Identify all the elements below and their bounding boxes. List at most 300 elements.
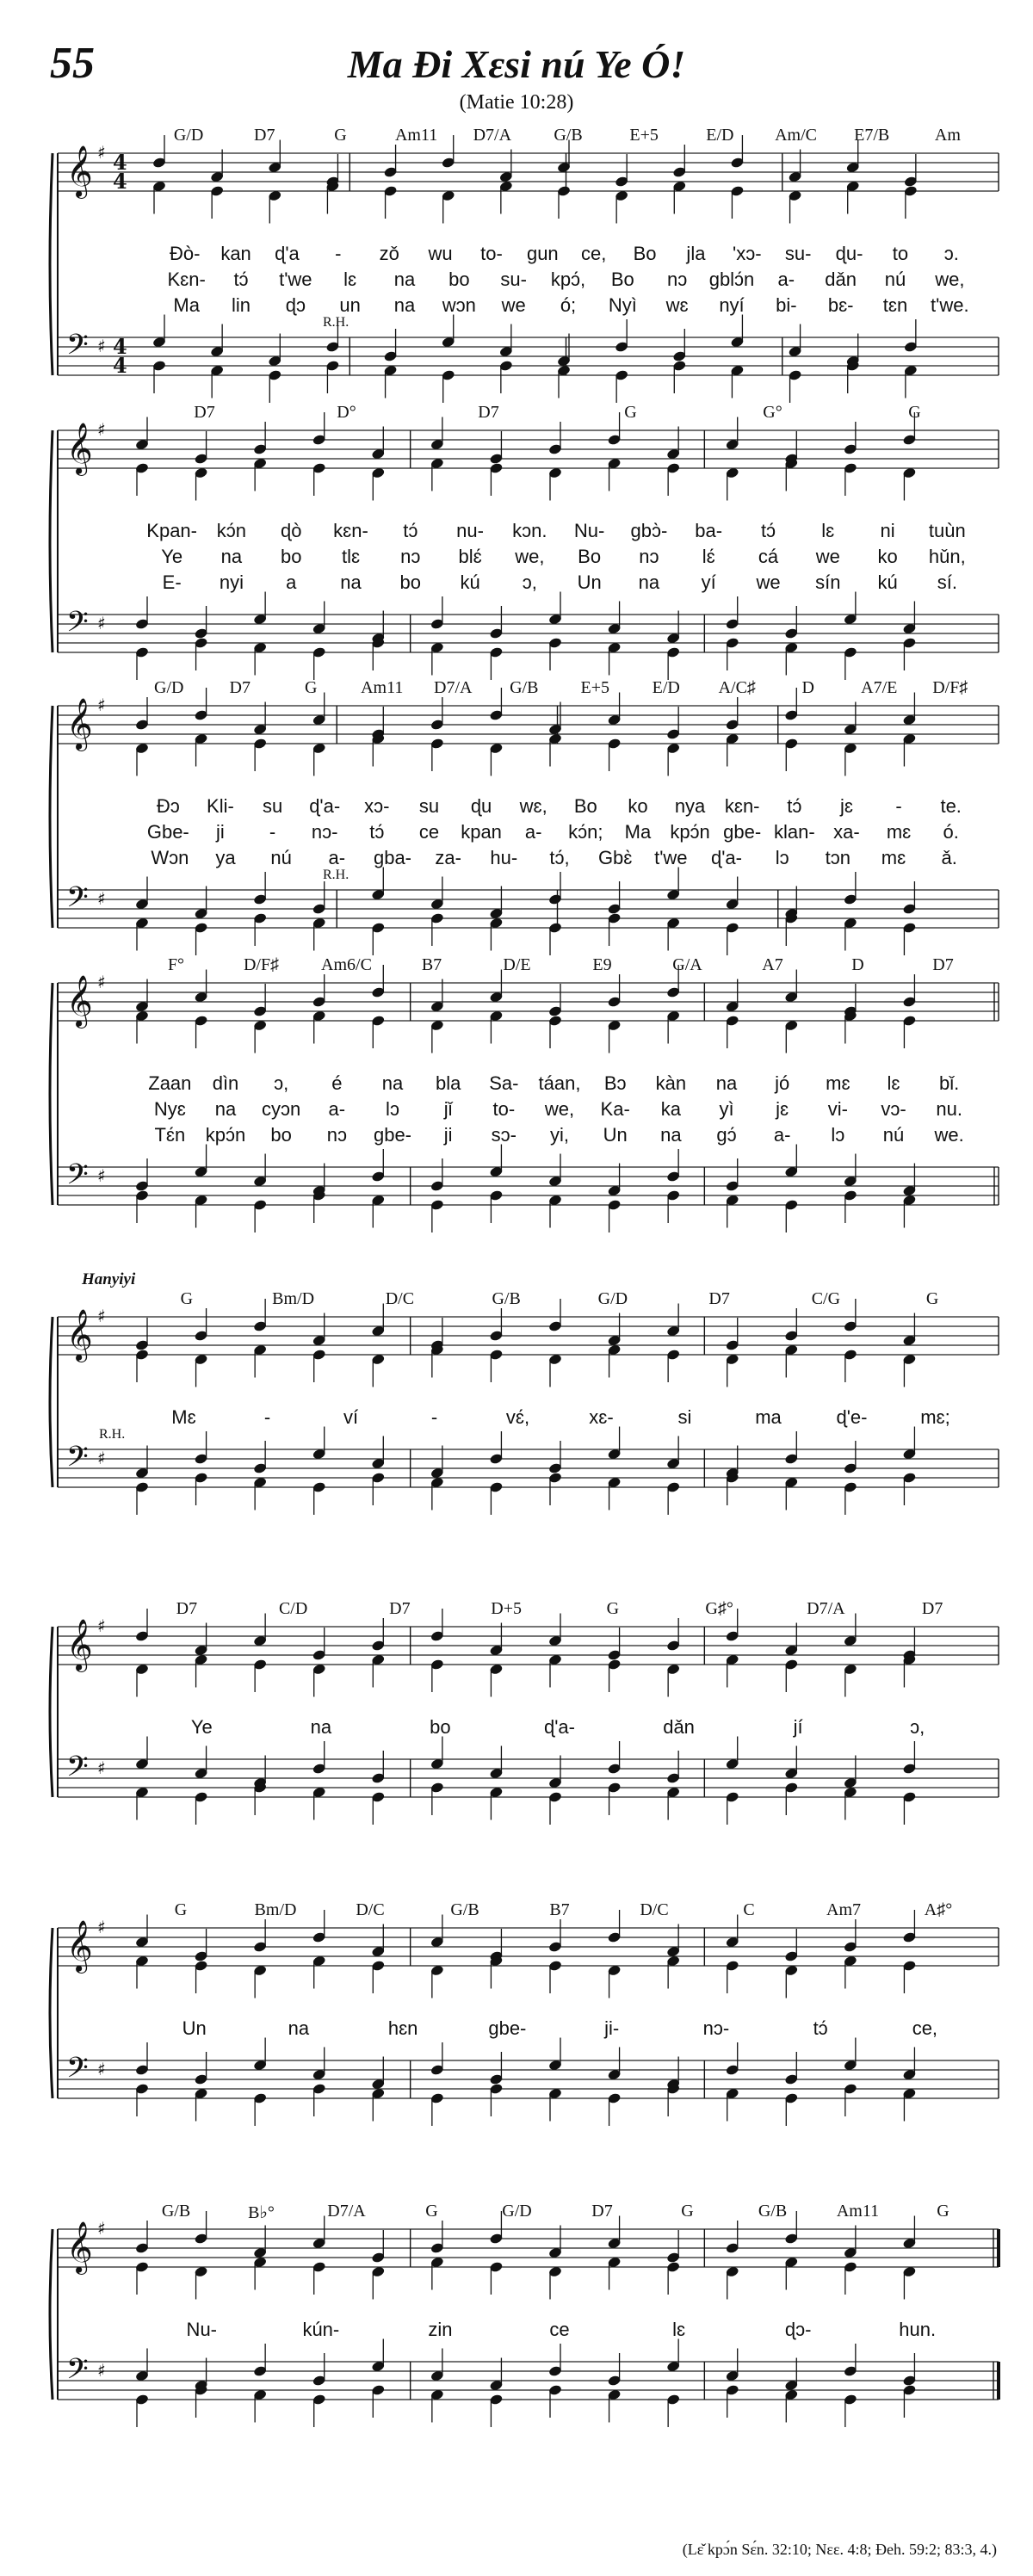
lyric-syllable: to- (480, 243, 503, 264)
lyric-syllable: kpan (461, 821, 502, 843)
lyric-syllable: we, (544, 1098, 575, 1120)
sharp-icon: ♯ (97, 1448, 106, 1468)
lyric-syllable: lɛ (672, 2319, 686, 2340)
lyric-syllable: t'we (279, 269, 312, 290)
lyric-syllable: ko (628, 795, 648, 817)
lyric-syllable: kan (220, 243, 251, 264)
lyric-syllable: lɔ (775, 847, 789, 868)
chord-symbol: C/G (811, 1289, 841, 1308)
lyric-syllable: kɔ́n; (568, 821, 603, 843)
lyric-syllable: dǎn (825, 269, 857, 290)
lyric-syllable: gblɔ́n (708, 269, 755, 290)
lyric-syllable: nu. (936, 1098, 962, 1120)
lyric-syllable: nú (884, 269, 906, 290)
chord-symbol: E7/B (854, 126, 890, 145)
staff-system (47, 405, 1003, 680)
lyric-syllable: na (340, 571, 362, 593)
score-system (47, 1601, 1003, 1893)
lyric-syllable: ɔ, (910, 1716, 925, 1738)
lyric-syllable: gɔ́ (716, 1124, 737, 1146)
right-hand-marking: R.H. (99, 1427, 126, 1442)
brace (50, 1627, 53, 1797)
chord-symbol: Am6/C (321, 955, 372, 974)
chord-symbol: Am11 (361, 678, 404, 697)
staff-system (47, 2203, 1003, 2513)
lyric-syllable: we. (934, 1124, 964, 1146)
lyric-syllable: - (263, 1406, 271, 1428)
chord-symbol: G/B (554, 126, 583, 145)
lyric-syllable: we (501, 294, 526, 316)
score-system (47, 405, 1003, 680)
bass-clef-icon: 𝄢 (66, 329, 89, 368)
lyric-syllable: lɔ (386, 1098, 399, 1120)
lyric-syllable: ce (549, 2319, 570, 2340)
lyric-syllable: na (660, 1124, 682, 1146)
chord-symbol: C/D (278, 1599, 308, 1618)
lyric-syllable: - (430, 1406, 438, 1428)
hymn-number: 55 (50, 39, 95, 88)
chord-symbol: G/A (672, 955, 702, 974)
lyric-syllable: nyí (719, 294, 745, 316)
lyric-syllable: tɔ́ (760, 520, 776, 541)
sharp-icon: ♯ (97, 888, 106, 909)
lyric-syllable: ɖ'a- (711, 847, 742, 868)
lyric-syllable: we, (515, 546, 545, 567)
lyric-syllable: bo (280, 546, 302, 567)
sharp-icon: ♯ (97, 142, 106, 163)
lyric-syllable: vɔ- (881, 1098, 906, 1120)
bass-clef-icon: 𝄢 (66, 1158, 89, 1198)
chord-symbol: D7 (932, 955, 954, 974)
time-signature: 4 (113, 169, 127, 194)
chord-symbol: G (681, 2202, 694, 2221)
lyric-syllable: kpɔ́n (670, 821, 710, 843)
chord-symbol: A7 (762, 955, 783, 974)
bass-clef-icon: 𝄢 (66, 1441, 89, 1480)
tempo-marking: Hanyiyi (82, 1270, 136, 1288)
sharp-icon: ♯ (97, 2059, 106, 2079)
lyric-syllable: bo (399, 571, 422, 593)
chord-symbol: D/C (640, 1900, 669, 1919)
lyric-syllable: su (418, 795, 440, 817)
lyric-syllable: Gbe- (146, 821, 189, 843)
staff-system (47, 1291, 1003, 1584)
chord-symbol: C (743, 1900, 755, 1919)
lyric-syllable: nú (270, 847, 292, 868)
chord-symbol: D7 (229, 678, 251, 697)
lyric-syllable: gba- (373, 847, 412, 868)
lyric-syllable: to (892, 243, 909, 264)
lyric-syllable: ɖɔ (285, 294, 306, 316)
treble-clef-icon: 𝄞 (66, 423, 93, 474)
lyric-syllable: Ma (624, 821, 652, 843)
lyric-syllable: na (214, 1098, 237, 1120)
score-system (47, 127, 1003, 403)
lyric-syllable: Zaan (148, 1072, 192, 1094)
chord-symbol: Am (934, 126, 961, 145)
sharp-icon: ♯ (97, 1615, 106, 1636)
chord-symbol: G/D (154, 678, 184, 697)
chord-symbol: D7 (708, 1289, 730, 1308)
lyric-syllable: mɛ (881, 847, 906, 868)
lyric-syllable: su- (500, 269, 527, 290)
chord-symbol: G (606, 1599, 620, 1618)
lyric-syllable: a- (328, 1098, 346, 1120)
lyric-syllable: a- (777, 269, 795, 290)
chord-symbol: G/D (173, 126, 204, 145)
lyric-syllable: kú (460, 571, 480, 593)
lyric-syllable: - (335, 243, 342, 264)
lyric-syllable: bo (270, 1124, 292, 1146)
lyric-syllable: vɛ́, (505, 1406, 530, 1428)
chord-symbol: B♭° (248, 2203, 275, 2222)
lyric-syllable: su (262, 795, 283, 817)
chord-symbol: D7/A (434, 678, 473, 697)
chord-symbol: G/B (161, 2202, 191, 2221)
lyric-syllable: kɛn- (724, 795, 760, 817)
chord-symbol: D7 (176, 1599, 198, 1618)
lyric-syllable: to- (492, 1098, 516, 1120)
lyric-syllable: blɛ́ (458, 546, 482, 567)
chord-symbol: G (624, 403, 637, 422)
bass-staff (58, 329, 999, 378)
lyric-syllable: sín (815, 571, 841, 593)
lyric-syllable: hu- (490, 847, 518, 868)
lyric-syllable: Gbɛ̀ (597, 847, 633, 868)
lyric-syllable: a- (524, 821, 542, 843)
lyric-syllable: tɔ́ (369, 821, 385, 843)
sharp-icon: ♯ (97, 1917, 106, 1937)
lyric-syllable: ɔ, (274, 1072, 289, 1094)
lyric-syllable: táan, (538, 1072, 581, 1094)
lyric-syllable: gbɔ̀- (630, 520, 668, 541)
lyric-syllable: Ka- (600, 1098, 630, 1120)
lyric-syllable: Đɔ (156, 795, 180, 817)
chord-symbol: E+5 (580, 678, 609, 697)
chord-symbol: D7/A (807, 1599, 845, 1618)
lyric-syllable: tɔ́ (813, 2017, 828, 2039)
lyric-syllable: gbe- (488, 2017, 527, 2039)
lyric-syllable: Ye (161, 546, 183, 567)
lyric-syllable: na (638, 571, 660, 593)
chord-symbol: G° (763, 403, 782, 422)
staff-system (47, 1601, 1003, 1893)
treble-clef-icon: 𝄞 (66, 1619, 93, 1671)
lyric-syllable: Nu- (573, 520, 605, 541)
chord-symbol: Bm/D (272, 1289, 315, 1308)
score-system (47, 957, 1003, 1232)
chord-symbol: D7 (194, 403, 215, 422)
score-system (47, 680, 1003, 955)
lyric-syllable: na (288, 2017, 310, 2039)
chord-symbol: G (937, 2202, 949, 2221)
lyric-syllable: lɔ (831, 1124, 845, 1146)
lyric-syllable: na (715, 1072, 738, 1094)
chord-symbol: G (180, 1289, 194, 1308)
chord-symbol: G (305, 678, 318, 697)
lyric-syllable: ó; (560, 294, 577, 316)
lyric-syllable: ɖɔ- (784, 2319, 812, 2340)
lyric-syllable: kɔ́n (216, 520, 247, 541)
lyric-syllable: 'xɔ- (733, 243, 762, 264)
chord-symbol: D7/A (473, 126, 512, 145)
lyric-syllable: Un (182, 2017, 207, 2039)
bass-clef-icon: 𝄢 (66, 2353, 89, 2393)
lyric-syllable: jɛ (776, 1098, 789, 1120)
lyric-syllable: nɔ (639, 546, 659, 567)
treble-clef-icon: 𝄞 (66, 145, 93, 197)
brace (50, 1928, 53, 2098)
lyric-syllable: kɛn- (333, 520, 368, 541)
lyric-syllable: xɛ- (589, 1406, 614, 1428)
chord-symbol: G/B (510, 678, 539, 697)
lyric-syllable: mɛ (886, 821, 912, 843)
chord-symbol: D° (337, 403, 356, 422)
lyric-syllable: na (393, 294, 416, 316)
lyric-syllable: ɖ'a- (544, 1716, 575, 1738)
chord-symbol: G/B (758, 2202, 788, 2221)
brace (50, 706, 53, 928)
time-signature: 4 (113, 150, 127, 175)
lyric-syllable: lin (231, 294, 251, 316)
lyric-syllable: ce, (912, 2017, 938, 2039)
lyric-syllable: hǔn, (928, 546, 966, 567)
lyric-syllable: Nyì (608, 294, 637, 316)
chord-symbol: B7 (549, 1900, 570, 1919)
lyric-syllable: jɛ (839, 795, 853, 817)
lyric-syllable: we, (935, 269, 965, 290)
chord-symbol: Am11 (836, 2202, 880, 2221)
lyric-syllable: ɔ. (943, 243, 959, 264)
chord-symbol: G (334, 126, 347, 145)
lyric-syllable: na (381, 1072, 404, 1094)
chord-symbol: G/D (502, 2202, 532, 2221)
lyric-syllable: nɔ- (702, 2017, 730, 2039)
lyric-syllable: jǐ (443, 1098, 453, 1120)
sharp-icon: ♯ (97, 613, 106, 633)
chord-symbol: G/D (597, 1289, 628, 1308)
chord-symbol: Am7 (826, 1900, 861, 1919)
lyric-syllable: lɛ́ (702, 546, 715, 567)
score-system (47, 1902, 1003, 2195)
lyric-syllable: ma (755, 1406, 782, 1428)
chord-symbol: G♯° (705, 1599, 733, 1618)
lyric-syllable: Kɛn- (167, 269, 206, 290)
lyric-syllable: ka (660, 1098, 681, 1120)
lyric-syllable: gbe- (723, 821, 762, 843)
lyric-syllable: a (286, 571, 297, 593)
lyric-syllable: gbe- (373, 1124, 412, 1146)
lyric-syllable: ba- (695, 520, 723, 541)
sharp-icon: ♯ (97, 1165, 106, 1186)
treble-clef-icon: 𝄞 (66, 1309, 93, 1361)
lyric-syllable: bɛ- (827, 294, 854, 316)
lyric-syllable: bo (448, 269, 470, 290)
chord-symbol: D (851, 955, 864, 974)
sharp-icon: ♯ (97, 1757, 106, 1778)
lyric-syllable: Bo (578, 546, 602, 567)
lyric-syllable: zin (428, 2319, 453, 2340)
score-system (47, 2203, 1003, 2513)
lyric-syllable: ɖu (470, 795, 492, 817)
lyric-syllable: Bo (573, 795, 597, 817)
lyric-syllable: kàn (655, 1072, 687, 1094)
footer-references: (Lɛ̌ kpɔ́n Sɛ́n. 32:10; Nɛɛ. 4:8; Đeh. 59:2; 83:3, 4.) (682, 2541, 997, 2558)
treble-staff (58, 419, 999, 476)
chord-symbol: G (925, 1289, 939, 1308)
lyric-syllable: ji (216, 821, 225, 843)
lyric-syllable: xɔ- (364, 795, 390, 817)
lyric-syllable: nu- (456, 520, 484, 541)
lyric-syllable: Đò- (169, 243, 201, 264)
chord-symbol: D7 (254, 126, 275, 145)
hymn-title: Ma Đi Xɛsi nú Ye Ó! (347, 42, 686, 86)
lyric-syllable: bla (435, 1072, 461, 1094)
lyric-syllable: Kli- (207, 795, 234, 817)
chord-symbol: E/D (652, 678, 680, 697)
lyric-syllable: ɖ'a (275, 243, 300, 264)
sharp-icon: ♯ (97, 419, 106, 440)
lyric-syllable: a- (773, 1124, 791, 1146)
brace (50, 983, 53, 1205)
lyric-syllable: Wɔn (151, 847, 189, 868)
lyric-syllable: Bɔ (603, 1072, 627, 1094)
chord-symbol: D/E (503, 955, 531, 974)
lyric-syllable: a- (328, 847, 346, 868)
lyric-syllable: un (339, 294, 361, 316)
chord-symbol: D (801, 678, 814, 697)
lyric-syllable: Bo (610, 269, 634, 290)
lyric-syllable: nɔ (326, 1124, 347, 1146)
lyric-syllable: kɔn. (512, 520, 547, 541)
lyric-syllable: tɔ́ (233, 269, 249, 290)
chord-symbol: D/C (385, 1289, 415, 1308)
chord-symbol: D7 (591, 2202, 613, 2221)
chord-symbol: Am/C (775, 126, 817, 145)
right-hand-marking: R.H. (323, 315, 349, 330)
chord-symbol: A7/E (861, 678, 898, 697)
sharp-icon: ♯ (97, 336, 106, 356)
lyric-syllable: Kpan- (146, 520, 197, 541)
lyric-syllable: bi- (776, 294, 797, 316)
lyric-syllable: é (331, 1072, 343, 1094)
bass-clef-icon: 𝄢 (66, 1751, 89, 1790)
chord-symbol: F° (167, 955, 185, 974)
treble-clef-icon: 𝄞 (66, 975, 93, 1027)
lyric-syllable: sɔ- (491, 1124, 516, 1146)
bass-clef-icon: 𝄢 (66, 606, 89, 646)
lyric-syllable: - (269, 821, 276, 843)
staff-system (47, 957, 1003, 1232)
lyric-syllable: jó (775, 1072, 790, 1094)
lyric-syllable: dìn (212, 1072, 239, 1094)
lyric-syllable: gun (526, 243, 559, 264)
lyric-syllable: nɔ (400, 546, 421, 567)
chord-symbol: G (908, 403, 921, 422)
chord-symbol: D7 (389, 1599, 411, 1618)
score-system (47, 1270, 1003, 1584)
lyric-syllable: mɛ (826, 1072, 851, 1094)
chord-symbol: E+5 (629, 126, 659, 145)
hymn-header (0, 0, 1033, 120)
chord-symbol: D7 (478, 403, 499, 422)
chord-symbol: Am11 (394, 126, 438, 145)
lyric-syllable: ɖò (280, 520, 302, 541)
lyric-syllable: ce (418, 821, 440, 843)
lyric-syllable: te. (940, 795, 962, 817)
lyric-syllable: lɛ (821, 520, 835, 541)
bass-clef-icon: 𝄢 (66, 2052, 89, 2091)
lyric-syllable: we (815, 546, 840, 567)
lyric-syllable: Tɛ́n (154, 1124, 186, 1146)
treble-clef-icon: 𝄞 (66, 1920, 93, 1972)
lyric-syllable: kpɔ́n (205, 1124, 246, 1146)
chord-symbol: D7/A (327, 2202, 366, 2221)
chord-symbol: G/B (492, 1289, 521, 1308)
lyric-syllable: yí (701, 571, 716, 593)
lyric-syllable: nɔ (667, 269, 688, 290)
lyric-syllable: kú (877, 571, 898, 593)
lyric-syllable: mɛ; (920, 1406, 950, 1428)
lyric-syllable: wɛ, (519, 795, 547, 817)
lyric-syllable: Ma (173, 294, 200, 316)
lyric-syllable: na (310, 1716, 332, 1738)
lyric-syllable: dǎn (663, 1716, 695, 1738)
lyric-syllable: - (895, 795, 902, 817)
time-signature: 4 (113, 334, 127, 359)
lyric-syllable: ji (443, 1124, 453, 1146)
lyric-syllable: jla (686, 243, 706, 264)
lyric-syllable: xa- (833, 821, 860, 843)
lyric-syllable: tuùn (928, 520, 966, 541)
lyric-syllable: tɔn (825, 847, 851, 868)
chord-symbol: D/F♯ (932, 678, 968, 697)
lyric-syllable: kún- (302, 2319, 340, 2340)
chord-symbol: D/C (356, 1900, 385, 1919)
lyric-syllable: wɔn (442, 294, 476, 316)
chord-symbol: G/B (450, 1900, 479, 1919)
lyric-syllable: nú (882, 1124, 905, 1146)
lyric-syllable: ví (343, 1406, 359, 1428)
treble-clef-icon: 𝄞 (66, 698, 93, 750)
lyric-syllable: tɔ́, (549, 847, 570, 868)
lyric-syllable: tɔ́ (403, 520, 418, 541)
lyric-syllable: Nu- (186, 2319, 218, 2340)
lyric-syllable: nɔ- (311, 821, 338, 843)
chord-symbol: E9 (592, 955, 612, 974)
brace (50, 2229, 53, 2400)
chord-symbol: G (425, 2202, 438, 2221)
lyric-syllable: Un (603, 1124, 628, 1146)
brace (50, 153, 53, 375)
lyric-syllable: t'we. (931, 294, 969, 316)
lyric-syllable: ce, (581, 243, 607, 264)
staff-system (47, 680, 1003, 955)
lyric-syllable: tɛn (882, 294, 908, 316)
lyric-syllable: vi- (827, 1098, 848, 1120)
brace (50, 1317, 53, 1487)
lyric-syllable: ɔ, (522, 571, 537, 593)
lyric-syllable: Mɛ (171, 1406, 196, 1428)
chord-symbol: D7 (921, 1599, 943, 1618)
sharp-icon: ♯ (97, 2360, 106, 2381)
time-signature: 4 (113, 353, 127, 378)
lyric-syllable: yi, (550, 1124, 569, 1146)
lyric-syllable: za- (435, 847, 461, 868)
lyric-syllable: ǎ. (941, 847, 957, 868)
lyric-syllable: Sa- (489, 1072, 519, 1094)
lyric-syllable: t'we (654, 847, 688, 868)
